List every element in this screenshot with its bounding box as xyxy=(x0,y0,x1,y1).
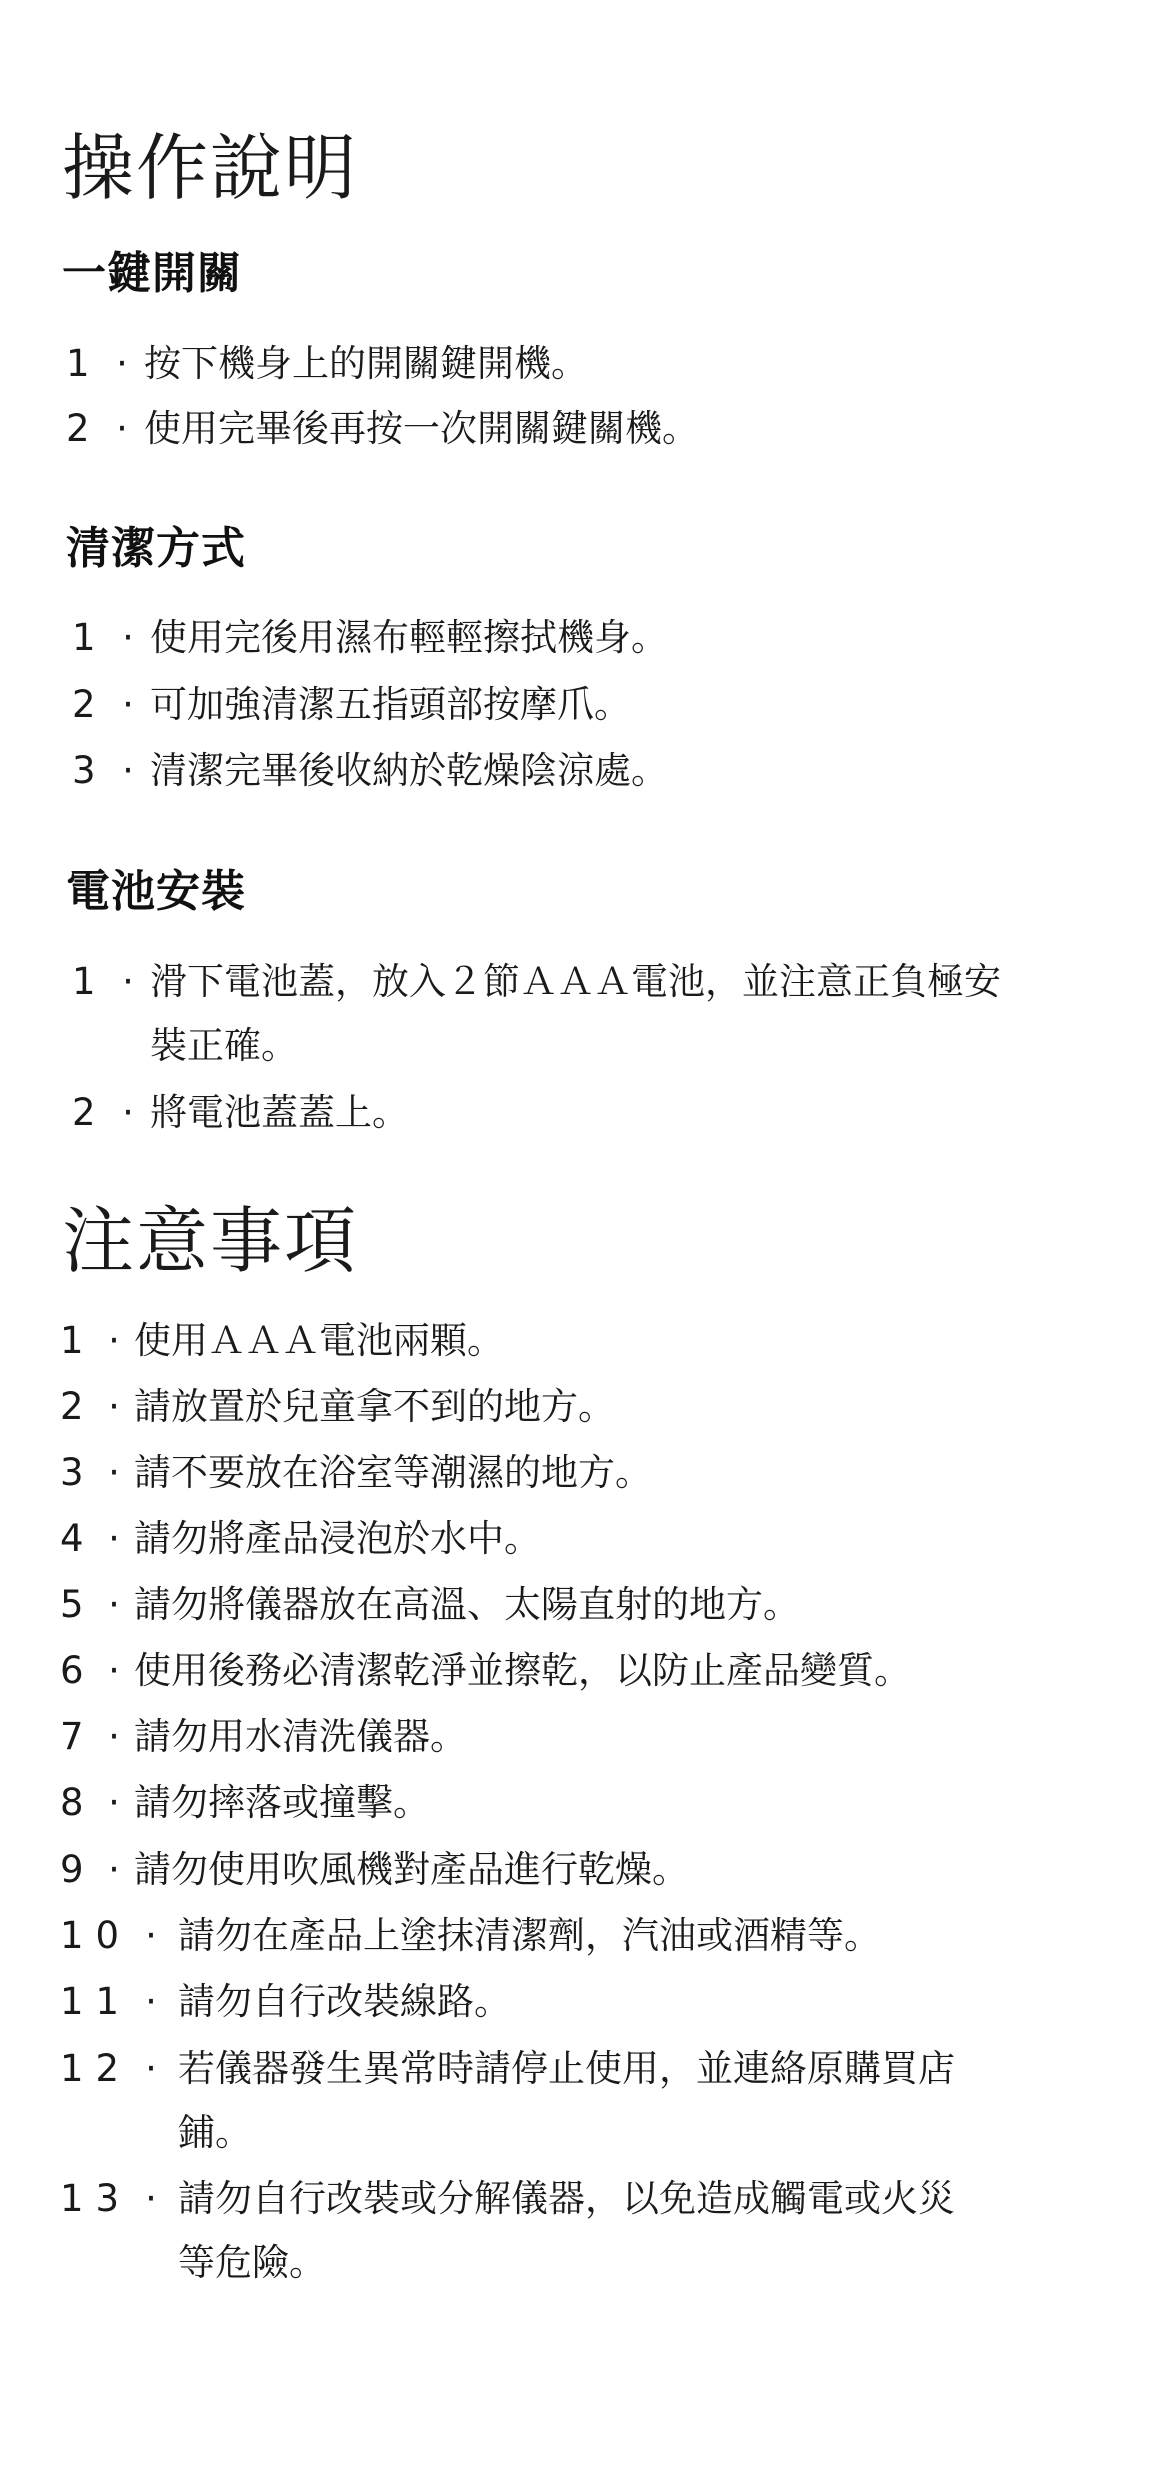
item-text: 使用完後用濕布輕輕擦拭機身。 xyxy=(150,616,668,659)
bullet-dot: · xyxy=(122,683,134,726)
item-text: 請勿自行改裝或分解儀器，以免造成觸電或火災 xyxy=(178,2177,955,2220)
item-number: 2 xyxy=(66,407,90,450)
item-text-continued: 鋪。 xyxy=(178,2111,252,2154)
item-number: 8 xyxy=(60,1781,84,1824)
bullet-dot: · xyxy=(116,342,128,385)
cleaning-heading: 清潔方式 xyxy=(66,523,246,574)
item-number: 3 xyxy=(60,1451,84,1494)
bullet-dot: · xyxy=(122,960,134,1003)
list-item xyxy=(60,1517,541,1560)
list-item xyxy=(60,2047,955,2090)
bullet-dot: · xyxy=(108,1319,120,1362)
item-number: 12 xyxy=(60,2047,132,2090)
bullet-dot: · xyxy=(108,1451,120,1494)
item-text: 請勿將產品浸泡於水中。 xyxy=(134,1517,541,1560)
list-item xyxy=(60,1980,511,2023)
list-item xyxy=(60,1451,652,1494)
item-text: 使用後務必清潔乾淨並擦乾，以防止產品變質。 xyxy=(134,1649,911,1692)
item-number: 2 xyxy=(72,683,96,726)
item-text: 按下機身上的開關鍵開機。 xyxy=(144,342,588,385)
item-text: 請放置於兒童拿不到的地方。 xyxy=(134,1385,615,1428)
item-number: 1 xyxy=(60,1319,84,1362)
item-number: 2 xyxy=(72,1091,96,1134)
item-number: 7 xyxy=(60,1715,84,1758)
bullet-dot: · xyxy=(108,1583,120,1626)
item-number: 10 xyxy=(60,1914,132,1957)
list-item xyxy=(66,342,588,385)
bullet-dot: · xyxy=(122,749,134,792)
list-item xyxy=(60,1848,689,1891)
item-text: 將電池蓋蓋上。 xyxy=(150,1091,409,1134)
list-item xyxy=(72,683,631,726)
item-text: 請勿用水清洗儀器。 xyxy=(134,1715,467,1758)
list-item xyxy=(60,1319,504,1362)
operation-title: 操作說明 xyxy=(62,126,359,210)
item-text: 請勿將儀器放在高溫、太陽直射的地方。 xyxy=(134,1583,800,1626)
item-number: 3 xyxy=(72,749,96,792)
list-item xyxy=(60,1385,615,1428)
item-text: 滑下電池蓋，放入２節ＡＡＡ電池，並注意正負極安 xyxy=(150,960,1001,1003)
bullet-dot: · xyxy=(145,2177,157,2220)
item-text: 請勿自行改裝線路。 xyxy=(178,1980,511,2023)
bullet-dot: · xyxy=(122,1091,134,1134)
item-number: 9 xyxy=(60,1848,84,1891)
item-number: 4 xyxy=(60,1517,84,1560)
bullet-dot: · xyxy=(108,1715,120,1758)
list-item xyxy=(72,1091,409,1134)
item-number: 1 xyxy=(72,616,96,659)
bullet-dot: · xyxy=(122,616,134,659)
item-number: 11 xyxy=(60,1980,132,2023)
item-text: 請勿摔落或撞擊。 xyxy=(134,1781,430,1824)
list-item xyxy=(60,1914,881,1957)
bullet-dot: · xyxy=(108,1649,120,1692)
item-text: 請勿在產品上塗抹清潔劑，汽油或酒精等。 xyxy=(178,1914,881,1957)
item-text: 清潔完畢後收納於乾燥陰涼處。 xyxy=(150,749,668,792)
bullet-dot: · xyxy=(145,1914,157,1957)
item-text: 使用ＡＡＡ電池兩顆。 xyxy=(134,1319,504,1362)
bullet-dot: · xyxy=(108,1848,120,1891)
item-text: 若儀器發生異常時請停止使用，並連絡原購買店 xyxy=(178,2047,955,2090)
bullet-dot: · xyxy=(108,1385,120,1428)
bullet-dot: · xyxy=(108,1781,120,1824)
item-number: 1 xyxy=(72,960,96,1003)
item-text-continued: 裝正確。 xyxy=(150,1024,298,1067)
item-text: 請不要放在浴室等潮濕的地方。 xyxy=(134,1451,652,1494)
bullet-dot: · xyxy=(145,2047,157,2090)
list-item xyxy=(60,1649,911,1692)
item-number: 1 xyxy=(66,342,90,385)
list-item xyxy=(60,2177,955,2220)
item-number: 6 xyxy=(60,1649,84,1692)
list-item xyxy=(72,616,668,659)
item-text: 可加強清潔五指頭部按摩爪。 xyxy=(150,683,631,726)
item-number: 13 xyxy=(60,2177,132,2220)
bullet-dot: · xyxy=(145,1980,157,2023)
list-item xyxy=(72,749,668,792)
item-number: 2 xyxy=(60,1385,84,1428)
bullet-dot: · xyxy=(108,1517,120,1560)
list-item xyxy=(60,1715,467,1758)
power-heading: 一鍵開關 xyxy=(62,248,242,299)
item-text: 請勿使用吹風機對產品進行乾燥。 xyxy=(134,1848,689,1891)
list-item xyxy=(60,1781,430,1824)
bullet-dot: · xyxy=(116,407,128,450)
list-item xyxy=(60,1583,800,1626)
item-number: 5 xyxy=(60,1583,84,1626)
item-text: 使用完畢後再按一次開關鍵關機。 xyxy=(144,407,699,450)
list-item xyxy=(72,960,1001,1003)
notes-title: 注意事項 xyxy=(62,1199,359,1283)
list-item xyxy=(66,407,699,450)
battery-heading: 電池安裝 xyxy=(66,866,246,917)
item-text-continued: 等危險。 xyxy=(178,2241,326,2284)
